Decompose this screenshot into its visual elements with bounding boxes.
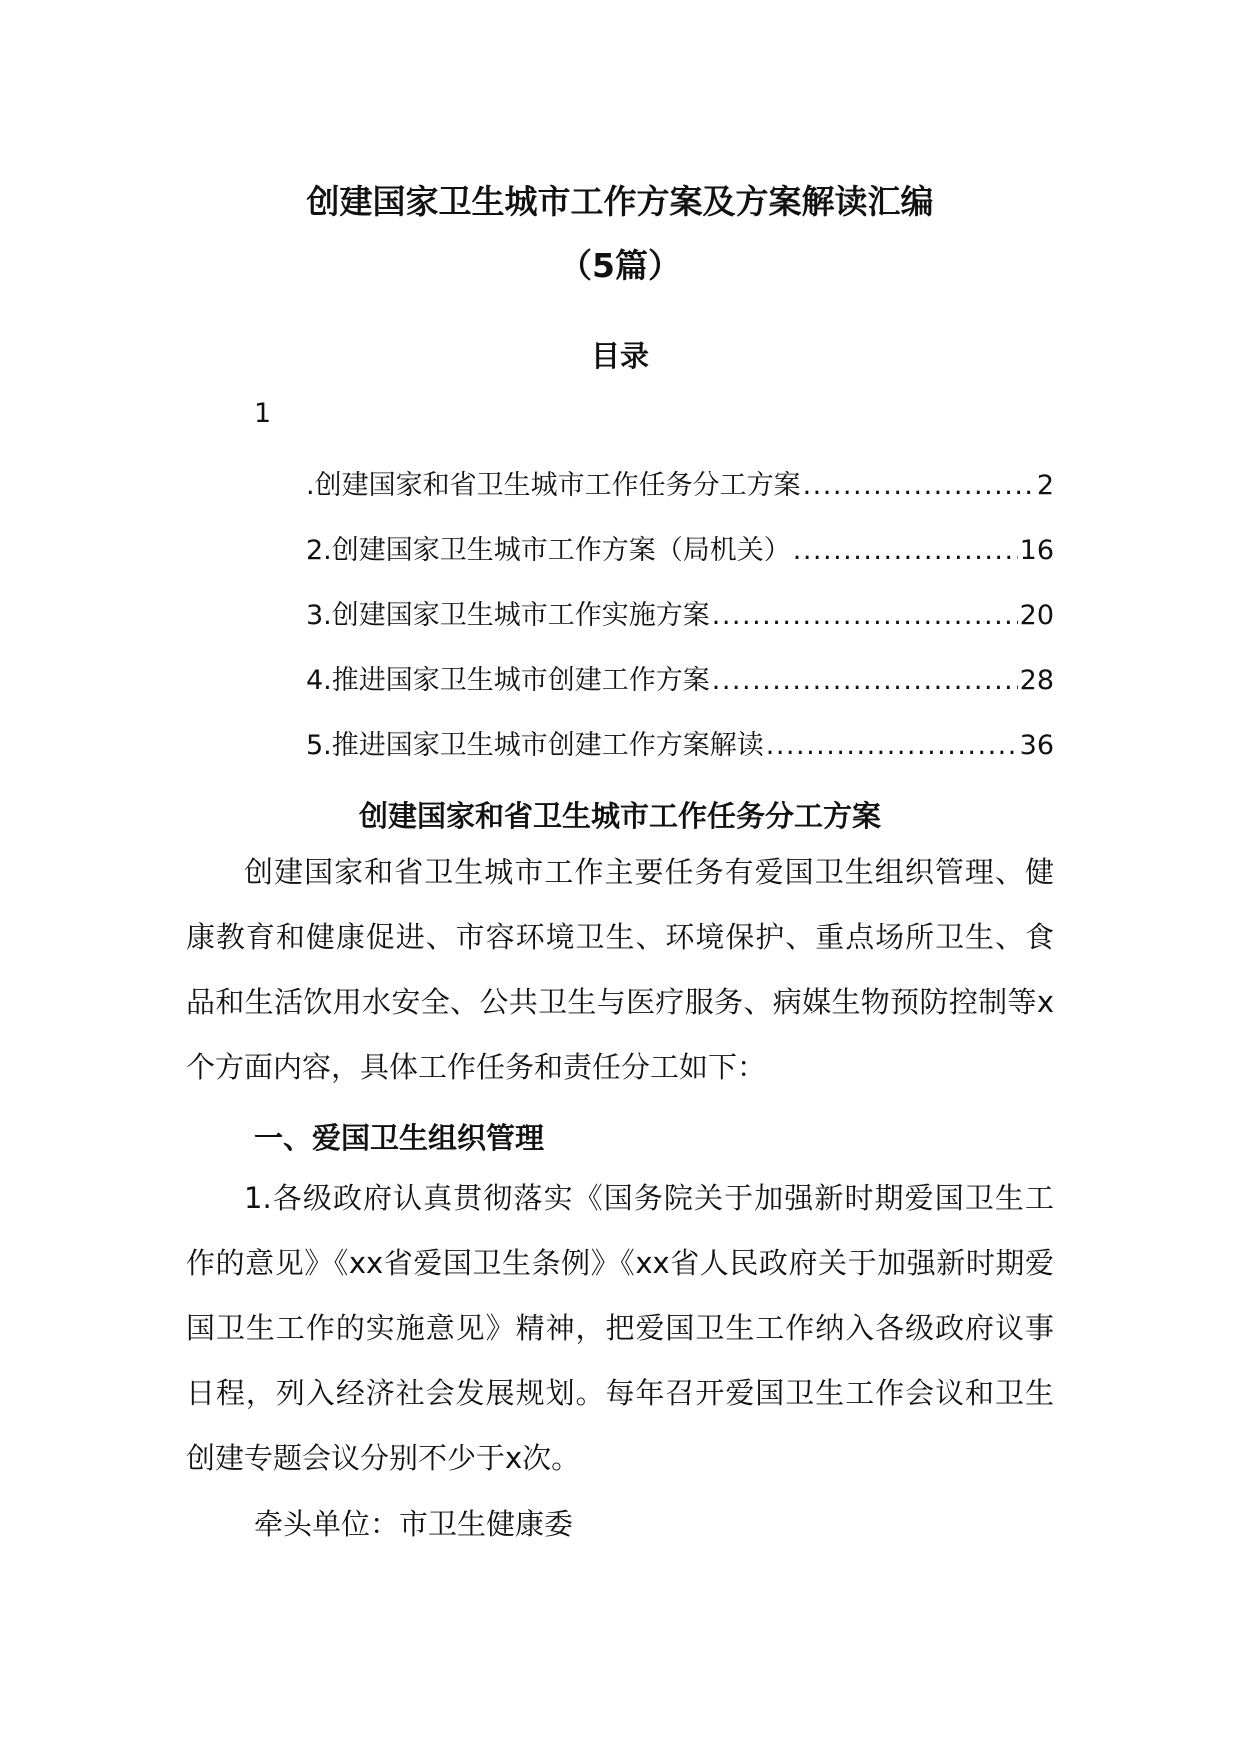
toc-leader-dots xyxy=(803,466,1035,506)
toc-entry-text: 4.推进国家卫生城市创建工作方案 xyxy=(306,665,710,696)
toc-heading: 目录 xyxy=(590,339,649,373)
toc-entry[interactable] xyxy=(306,531,1054,571)
lead-unit-line: 牵头单位：市卫生健康委 xyxy=(254,1507,574,1541)
toc-entry-page: 2 xyxy=(1036,470,1054,501)
toc-leader-dots xyxy=(712,596,1018,636)
toc-entry-text: 5.推进国家卫生城市创建工作方案解读 xyxy=(306,730,764,761)
toc-entry[interactable] xyxy=(306,466,1054,506)
subsection-heading: 一、爱国卫生组织管理 xyxy=(254,1121,545,1155)
toc-entry-page: 16 xyxy=(1019,535,1054,566)
toc-number: 1 xyxy=(254,398,272,429)
toc-leader-dots xyxy=(793,531,1018,571)
document-title-line-2: （5篇） xyxy=(559,246,681,285)
toc-entry-page: 28 xyxy=(1019,665,1054,696)
toc-entry-text: .创建国家和省卫生城市工作任务分工方案 xyxy=(306,470,801,501)
toc-entry-text: 3.创建国家卫生城市工作实施方案 xyxy=(306,600,710,631)
toc-entry-page: 36 xyxy=(1019,730,1054,761)
item-1-paragraph: 1.各级政府认真贯彻落实《国务院关于加强新时期爱国卫生工作的意见》《xx省爱国卫生条例》《xx省人民政府关于加强新时期爱国卫生工作的实施意见》精神，把爱国卫生工作纳入各级政府议事日程，列入经济社会发展规划。每年召开爱国卫生工作会议和卫生创建专题会议分别不少于x次。 xyxy=(186,1181,1054,1475)
toc-entry-text: 2.创建国家卫生城市工作方案（局机关） xyxy=(306,535,791,566)
document-title-line-1: 创建国家卫生城市工作方案及方案解读汇编 xyxy=(306,182,934,221)
toc-entry-page: 20 xyxy=(1019,600,1054,631)
toc-entry[interactable] xyxy=(306,726,1054,766)
toc-leader-dots xyxy=(712,661,1018,701)
intro-paragraph: 创建国家和省卫生城市工作主要任务有爱国卫生组织管理、健康教育和健康促进、市容环境卫生、环境保护、重点场所卫生、食品和生活饮用水安全、公共卫生与医疗服务、病媒生物预防控制等x个方面内容，具体工作任务和责任分工如下： xyxy=(186,855,1054,1084)
section-title: 创建国家和省卫生城市工作任务分工方案 xyxy=(358,799,881,833)
toc-leader-dots xyxy=(766,726,1018,766)
toc-entry[interactable] xyxy=(306,596,1054,636)
toc-entry[interactable] xyxy=(306,661,1054,701)
